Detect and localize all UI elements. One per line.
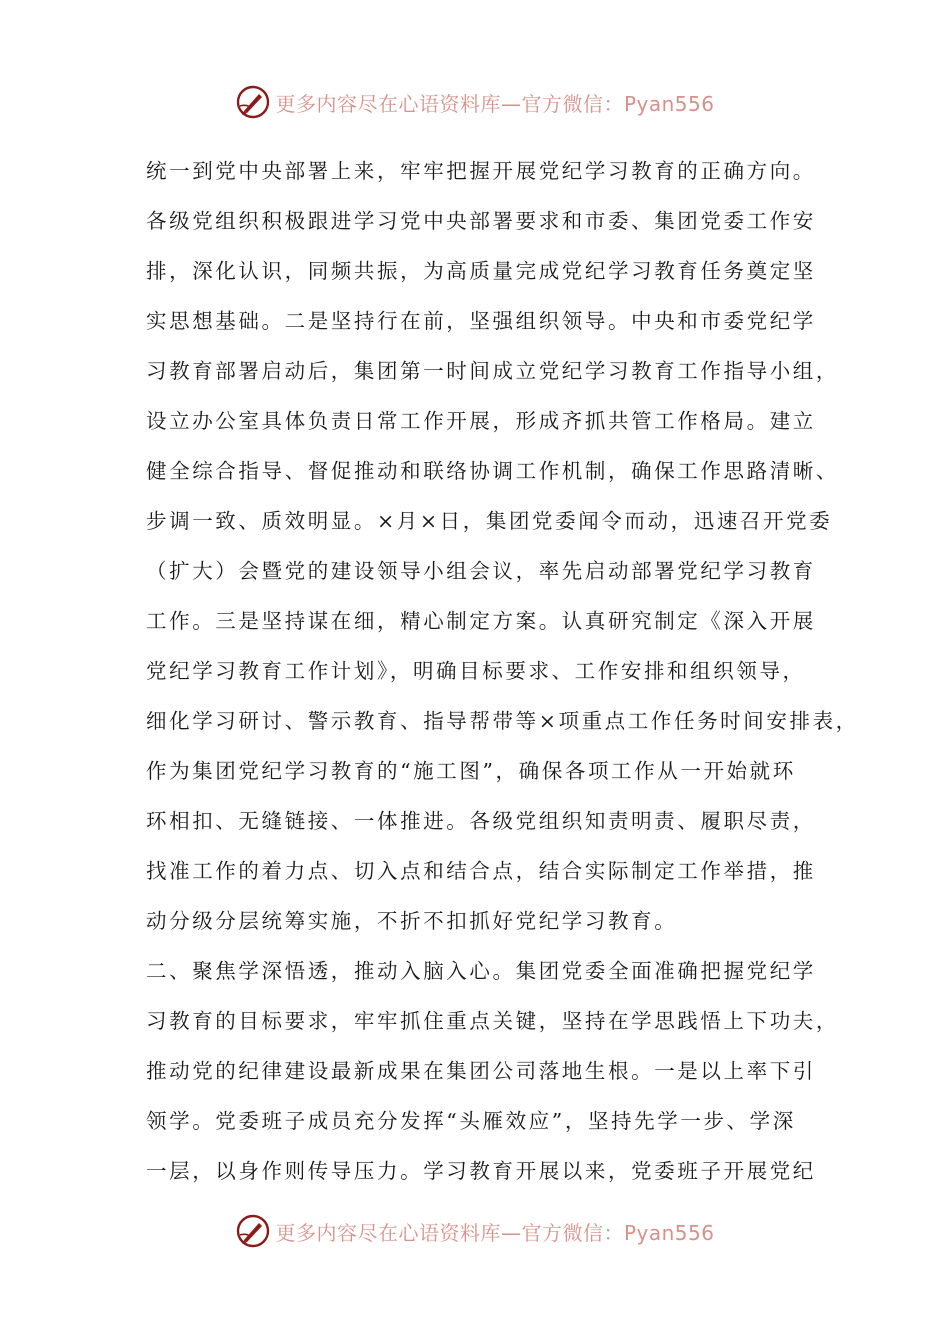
- body-line: 设立办公室具体负责日常工作开展，形成齐抓共管工作格局。建立: [146, 409, 816, 433]
- body-line: 各级党组织积极跟进学习党中央部署要求和市委、集团党委工作安: [146, 209, 816, 233]
- body-line: 动分级分层统筹实施，不折不扣抓好党纪学习教育。: [146, 909, 678, 933]
- body-line: 推动党的纪律建设最新成果在集团公司落地生根。一是以上率下引: [146, 1059, 816, 1083]
- body-line: 习教育部署启动后，集团第一时间成立党纪学习教育工作指导小组，: [146, 359, 839, 383]
- section-heading-line: 二、聚焦学深悟透，推动入脑入心。集团党委全面准确把握党纪学: [146, 959, 816, 983]
- footer-banner-text: 更多内容尽在心语资料库—官方微信：Pyan556: [275, 1220, 715, 1245]
- footer-banner: [0, 1209, 950, 1253]
- header-banner-text: 更多内容尽在心语资料库—官方微信：Pyan556: [275, 91, 715, 116]
- body-line: 步调一致、质效明显。×月×日，集团党委闻令而动，迅速召开党委: [146, 509, 833, 533]
- pen-logo-icon: [235, 1213, 271, 1249]
- body-line: （扩大）会暨党的建设领导小组会议，率先启动部署党纪学习教育: [146, 559, 816, 583]
- body-line: 习教育的目标要求，牢牢抓住重点关键，坚持在学思践悟上下功夫，: [146, 1009, 839, 1033]
- document-body: [146, 146, 859, 1196]
- body-line: 健全综合指导、督促推动和联络协调工作机制，确保工作思路清晰、: [146, 459, 839, 483]
- body-line: 作为集团党纪学习教育的“施工图”，确保各项工作从一开始就环: [146, 759, 796, 783]
- body-line: 党纪学习教育工作计划》，明确目标要求、工作安排和组织领导，: [146, 659, 806, 683]
- body-line: 实思想基础。二是坚持行在前，坚强组织领导。中央和市委党纪学: [146, 309, 816, 333]
- body-line: 环相扣、无缝链接、一体推进。各级党组织知责明责、履职尽责，: [146, 809, 816, 833]
- body-line: 细化学习研讨、警示教育、指导帮带等×项重点工作任务时间安排表，: [146, 709, 859, 733]
- pen-logo-icon: [235, 84, 271, 120]
- body-line: 一层，以身作则传导压力。学习教育开展以来，党委班子开展党纪: [146, 1159, 816, 1183]
- body-line: 工作。三是坚持谋在细，精心制定方案。认真研究制定《深入开展: [146, 609, 816, 633]
- body-line: 找准工作的着力点、切入点和结合点，结合实际制定工作举措，推: [146, 859, 816, 883]
- header-banner: [0, 80, 950, 124]
- body-line: 统一到党中央部署上来，牢牢把握开展党纪学习教育的正确方向。: [146, 159, 816, 183]
- body-line: 领学。党委班子成员充分发挥“头雁效应”，坚持先学一步、学深: [146, 1109, 796, 1133]
- body-line: 排，深化认识，同频共振，为高质量完成党纪学习教育任务奠定坚: [146, 259, 816, 283]
